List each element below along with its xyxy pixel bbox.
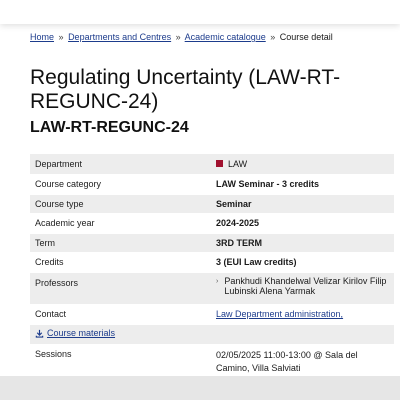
- breadcrumb-home[interactable]: Home: [30, 32, 55, 42]
- top-navigation-bar: [0, 0, 400, 24]
- row-label: Term: [30, 233, 211, 252]
- row-label: Credits: [30, 252, 211, 272]
- chevron-right-icon: ›: [216, 277, 219, 285]
- row-label: Department: [30, 154, 211, 174]
- term-value: 3RD TERM: [211, 233, 394, 252]
- course-materials-label: Course materials: [47, 328, 116, 339]
- row-label: Course type: [30, 194, 211, 213]
- bottom-bar: [0, 376, 400, 400]
- row-label: Course category: [30, 174, 211, 194]
- breadcrumb-separator: »: [175, 32, 181, 42]
- category-value: LAW Seminar - 3 credits: [211, 174, 394, 194]
- department-name: LAW: [228, 158, 248, 169]
- session-line: Camino, Villa Salviati: [216, 362, 301, 373]
- breadcrumb-current: Course detail: [279, 32, 333, 42]
- type-value: Seminar: [211, 194, 394, 213]
- table-row: [30, 252, 394, 272]
- row-label: Sessions: [30, 344, 211, 376]
- row-label: Contact: [30, 304, 211, 324]
- table-row: [30, 344, 394, 376]
- year-value: 2024-2025: [211, 213, 394, 233]
- department-color-square: [216, 160, 223, 167]
- professor-names[interactable]: Pankhudi Khandelwal Velizar Kirilov Filip Lubinski Alena Yarmak: [224, 275, 387, 296]
- row-label: Academic year: [30, 213, 211, 233]
- contact-value: [211, 304, 394, 324]
- download-icon: [35, 329, 44, 340]
- breadcrumb-departments[interactable]: Departments and Centres: [68, 32, 172, 42]
- breadcrumb-separator: »: [58, 32, 64, 42]
- table-row: [30, 304, 394, 324]
- page-title: Regulating Uncertainty (LAW-RT-REGUNC-24): [30, 66, 341, 113]
- session-line: 02/05/2025 11:00-13:00 @ Sala del: [216, 349, 358, 360]
- breadcrumb: [30, 32, 333, 42]
- table-row: [30, 154, 394, 174]
- course-details-table: [30, 154, 394, 377]
- table-row: [30, 213, 394, 233]
- table-row: [30, 194, 394, 213]
- credits-value: 3 (EUI Law credits): [211, 252, 394, 272]
- table-row: [30, 324, 394, 344]
- course-code: LAW-RT-REGUNC-24: [30, 119, 189, 136]
- professors-list: [216, 276, 389, 296]
- breadcrumb-catalogue[interactable]: Academic catalogue: [184, 32, 266, 42]
- row-label: Professors: [30, 272, 211, 304]
- course-materials-cell: [30, 324, 394, 344]
- course-materials-link[interactable]: [35, 328, 115, 338]
- contact-link[interactable]: Law Department administration,: [216, 309, 344, 319]
- professors-value: [211, 272, 394, 304]
- table-row: [30, 174, 394, 194]
- table-row: [30, 233, 394, 252]
- sessions-value: [211, 344, 394, 376]
- department-value: [211, 154, 394, 174]
- table-row: [30, 272, 394, 304]
- breadcrumb-separator: »: [270, 32, 276, 42]
